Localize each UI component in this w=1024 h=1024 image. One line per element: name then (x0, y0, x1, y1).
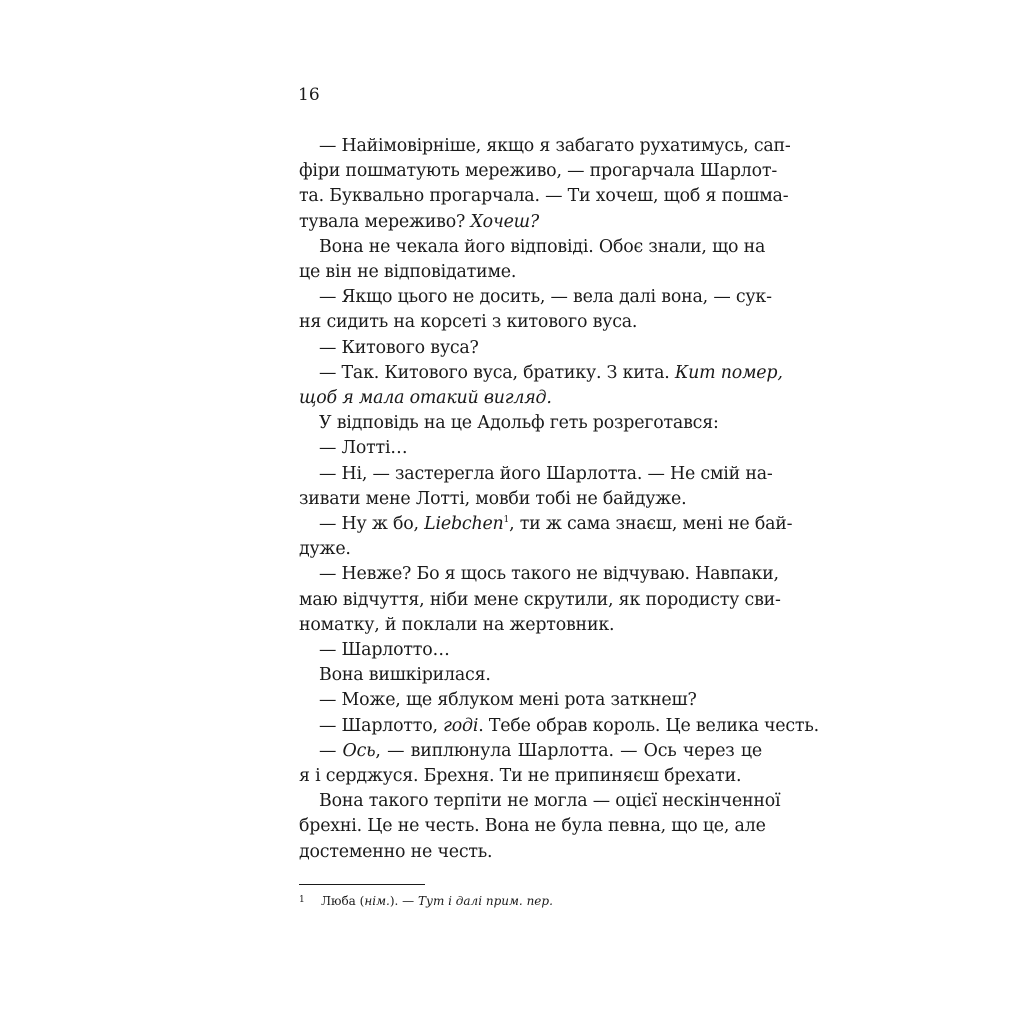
text-line: — Ні, — застерегла його Шарлотта. — Не смій на- (319, 463, 773, 484)
footnote: 1 Люба (нім.). — Тут і далі прим. пер. (299, 894, 553, 908)
text-line: — Може, ще яблуком мені рота заткнеш? (319, 690, 697, 711)
text-line: достеменно не честь. (299, 841, 493, 862)
text-line: тувала мереживо? Хочеш? (299, 211, 540, 232)
text-line: та. Буквально прогарчала. — Ти хочеш, щоб я пошма- (299, 186, 789, 207)
text-line: — Так. Китового вуса, братику. З кита. Кит помер, (319, 362, 783, 383)
footnote-number: 1 (299, 895, 305, 905)
page-number: 16 (298, 85, 320, 105)
text-line: щоб я мала отакий вигляд. (299, 388, 552, 409)
text-line: — Шарлотто, годі. Тебе обрав король. Це велика честь. (319, 715, 819, 736)
text-line: фіри пошматують мереживо, — прогарчала Шарлот- (299, 161, 778, 182)
text-line: — Ось, — виплюнула Шарлотта. — Ось через це (319, 740, 762, 761)
text-line: Вона не чекала його відповіді. Обоє знали, що на (319, 236, 766, 257)
text-line: — Китового вуса? (319, 337, 479, 358)
footnote-divider (299, 884, 425, 885)
text-line: ня сидить на корсеті з китового вуса. (299, 312, 638, 333)
text-line: номатку, й поклали на жертовник. (299, 614, 615, 635)
text-line: — Шарлотто… (319, 640, 450, 661)
text-line: дуже. (299, 539, 351, 560)
text-line: Вона вишкірилася. (319, 665, 491, 686)
body-text (299, 134, 819, 865)
text-line: маю відчуття, ніби мене скрутили, як породисту сви- (299, 589, 781, 610)
text-line: — Лотті… (319, 438, 408, 459)
text-line: — Ну ж бо, Liebchen$^1$, ти ж сама знаєш, мені не бай- (319, 514, 793, 535)
text-line: зивати мене Лотті, мовби тобі не байдуже. (299, 488, 687, 509)
text-line: це він не відповідатиме. (299, 262, 517, 283)
text-line: брехні. Це не честь. Вона не була певна, що це, але (299, 816, 766, 837)
text-line: — Невже? Бо я щось такого не відчуваю. Навпаки, (319, 564, 779, 585)
text-line: Вона такого терпіти не могла — оцієї нескінченної (319, 791, 781, 812)
text-line: У відповідь на це Адольф геть розреготався: (319, 413, 719, 434)
footnote-ref: 1 (503, 515, 510, 526)
text-line: — Найімовірніше, якщо я забагато рухатимусь, сап- (319, 136, 791, 156)
text-line: я і серджуся. Брехня. Ти не припиняєш брехати. (299, 766, 742, 787)
text-line: — Якщо цього не досить, — вела далі вона, — сук- (319, 287, 772, 308)
